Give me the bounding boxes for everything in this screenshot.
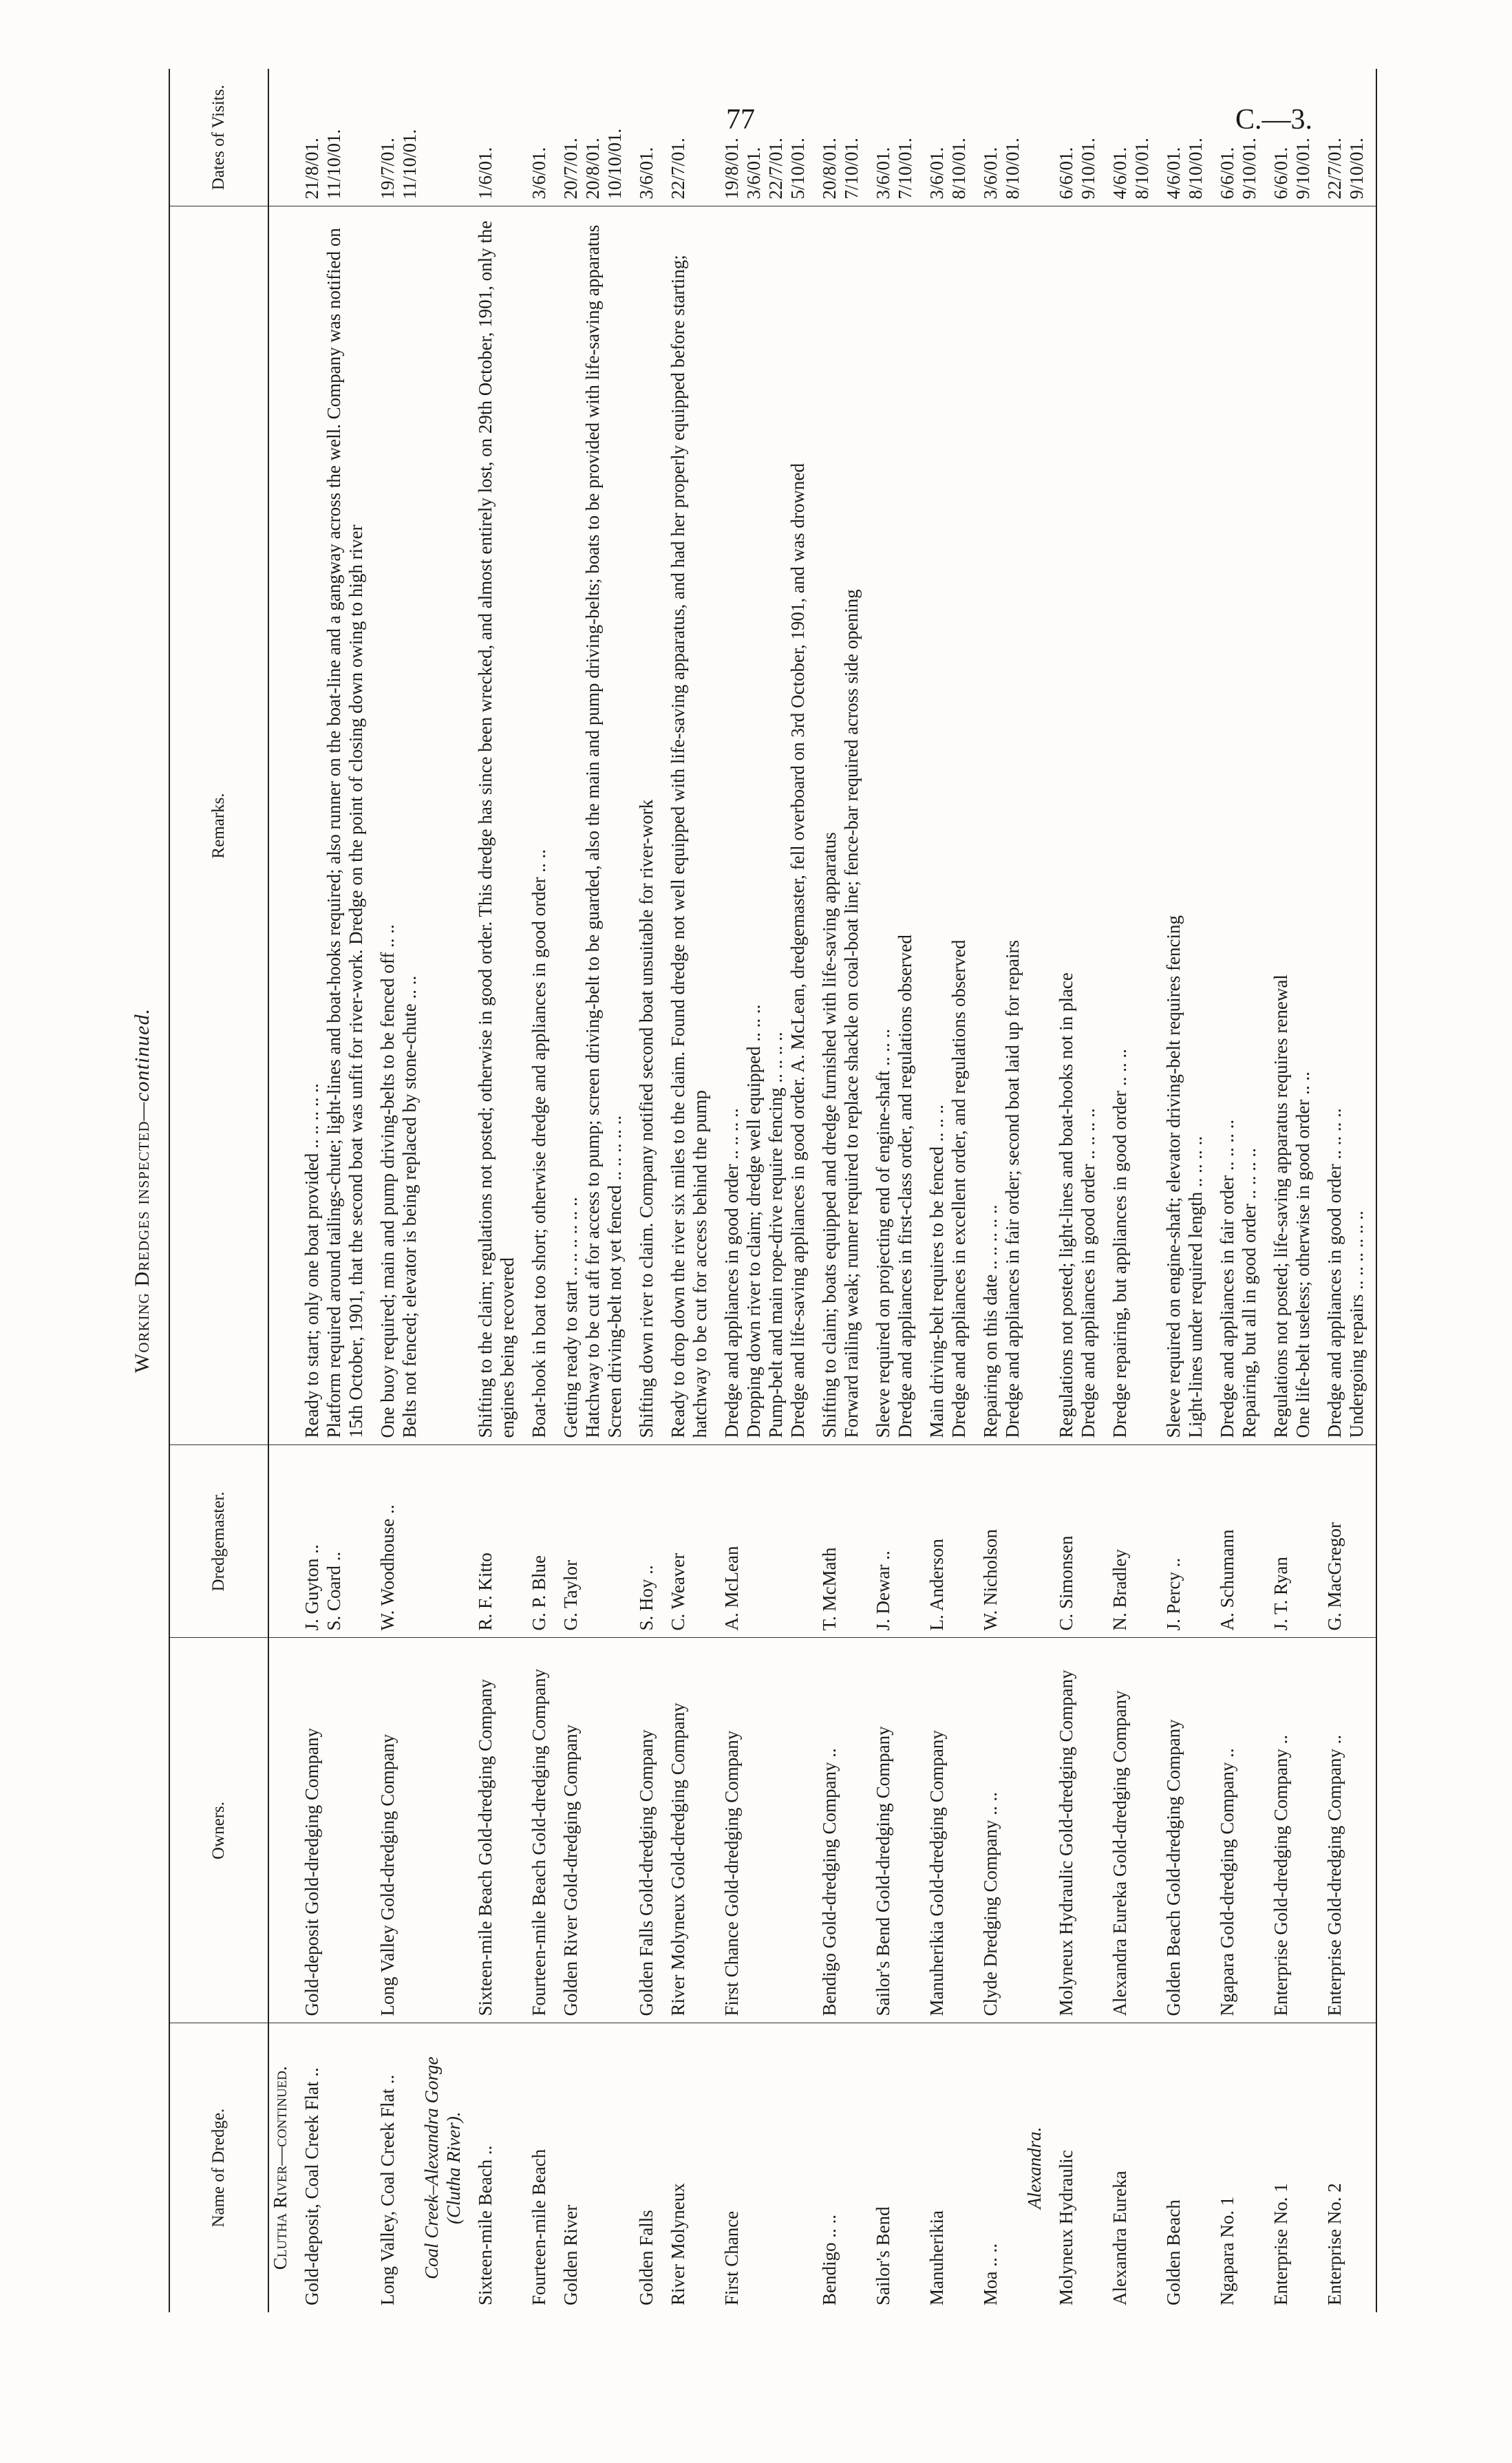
remark-entry: Repairing on this date .. .. .. .. .. <box>980 1204 1001 1438</box>
section-empty-owners <box>1023 1638 1045 2023</box>
visit-date: 8/10/01. <box>948 138 969 200</box>
remarks-cell <box>518 206 550 1445</box>
visit-date: 11/10/01. <box>399 129 420 200</box>
remark-entry: Ready to start; only one boat provided .. .. .. .. .. <box>301 1083 322 1438</box>
dredgemaster-cell <box>1153 1445 1206 1638</box>
dredgemaster-cell <box>367 1445 420 1638</box>
dredgemaster-cell <box>518 1445 550 1638</box>
table-row <box>518 69 550 2312</box>
dredgemaster-cell <box>711 1445 809 1638</box>
owner-name: Bendigo Gold-dredging Company .. <box>809 1638 862 2023</box>
dredge-name: Fourteen-mile Beach <box>529 2149 549 2305</box>
remarks-cell <box>1099 206 1153 1445</box>
table-row <box>862 69 916 2312</box>
dredgemaster-name: R. F. Kitto <box>475 1553 496 1631</box>
section-empty-dates <box>268 69 291 206</box>
remarks-cell <box>291 206 367 1445</box>
remark-entry: Dredge and appliances in first-class order, and regulations observed <box>895 935 915 1438</box>
section-heading: Alexandra. <box>1024 2126 1045 2209</box>
visit-date: 1/6/01. <box>475 147 496 200</box>
visit-dates-cell <box>1099 69 1153 206</box>
dredge-name: Molyneux Hydraulic <box>1056 2150 1076 2305</box>
visit-date: 9/10/01. <box>1078 138 1098 200</box>
remark-entry: Hatchway to be cut aft for access to pump; screen driving-belt to be guarded, also the main and pump driving-belts; boats to be provided with life-saving apparatus <box>582 224 603 1438</box>
dredgemaster-cell <box>1260 1445 1314 1638</box>
dredgemaster-name: J. Dewar .. <box>873 1550 893 1631</box>
table-row <box>1045 69 1099 2312</box>
header-name: Name of Dredge. <box>169 2023 268 2312</box>
owner-name: Fourteen-mile Beach Gold-dredging Company <box>518 1638 550 2023</box>
dredgemaster-cell <box>809 1445 862 1638</box>
visit-date: 10/10/01. <box>604 128 625 200</box>
remark-entry: Dredge and appliances in fair order .. .. .. .. <box>1217 1119 1237 1438</box>
dredgemaster-name: A. Schumann <box>1217 1529 1237 1631</box>
header-owners: Owners. <box>169 1638 268 2023</box>
remark-entry: Dredge and appliances in excellent order, and regulations observed <box>948 939 969 1438</box>
dredgemaster-cell <box>1045 1445 1099 1638</box>
table-row <box>1206 69 1260 2312</box>
section-empty-dates <box>420 69 465 206</box>
visit-dates-cell <box>711 69 809 206</box>
visit-dates-cell <box>809 69 862 206</box>
table-row <box>367 69 420 2312</box>
remark-entry: Sleeve required on projecting end of engine-shaft .. .. .. <box>873 1028 893 1438</box>
remark-entry: Forward railing weak; runner required to replace shackle on coal-boat line; fence-bar required across side opening <box>841 589 862 1438</box>
owner-name: Sailor's Bend Gold-dredging Company <box>862 1638 916 2023</box>
owner-name: Long Valley Gold-dredging Company <box>367 1638 420 2023</box>
remarks-cell <box>626 206 657 1445</box>
visit-date: 4/6/01. <box>1163 147 1184 200</box>
remark-entry: Light-lines under required length .. .. .. .. <box>1185 1135 1206 1438</box>
visit-dates-cell <box>657 69 711 206</box>
dredgemaster-name: G. Taylor <box>560 1559 581 1631</box>
owner-name: Molyneux Hydraulic Gold-dredging Company <box>1045 1638 1099 2023</box>
owner-name: Manuherikia Gold-dredging Company <box>916 1638 970 2023</box>
visit-dates-cell <box>1314 69 1376 206</box>
remark-entry: Shifting to the claim; regulations not posted; otherwise in good order. This dredge has since been wrecked, and almost entirely lost, on 29th October, 1901, only the engines being recovered <box>475 220 518 1438</box>
dredgemaster-cell <box>1314 1445 1376 1638</box>
rotated-table-sheet <box>131 69 1367 2312</box>
table-row <box>465 69 518 2312</box>
section-heading: Clutha River—continued. <box>270 2066 290 2270</box>
dredgemaster-name: A. McLean <box>721 1546 742 1631</box>
remark-entry: Dredge and appliances in good order .. .. .. .. <box>1078 1108 1098 1438</box>
dredge-name: Enterprise No. 1 <box>1270 2183 1291 2305</box>
owner-name: Golden River Gold-dredging Company <box>550 1638 626 2023</box>
table-row <box>550 69 626 2312</box>
dredge-name: Golden Beach <box>1163 2199 1184 2305</box>
owner-name: Clyde Dredging Company .. .. <box>970 1638 1023 2023</box>
remarks-cell <box>862 206 916 1445</box>
visit-date: 9/10/01. <box>1292 138 1313 200</box>
remarks-cell <box>367 206 420 1445</box>
remarks-cell <box>1260 206 1314 1445</box>
owner-name: Ngapara Gold-dredging Company .. <box>1206 1638 1260 2023</box>
dredgemaster-name: G. MacGregor <box>1324 1522 1345 1631</box>
visit-date: 7/10/01. <box>841 138 862 200</box>
remark-entry: Shifting down river to claim. Company notified second boat unsuitable for river-work <box>636 799 657 1438</box>
visit-dates-cell <box>970 69 1023 206</box>
dredgemaster-name: L. Anderson <box>926 1539 947 1631</box>
visit-date: 19/7/01. <box>377 138 398 200</box>
dredgemaster-cell <box>862 1445 916 1638</box>
dredgemaster-cell <box>916 1445 970 1638</box>
visit-dates-cell <box>1153 69 1206 206</box>
dredge-name: Bendigo .. .. <box>819 2215 840 2305</box>
table-header-row <box>169 69 268 2312</box>
visit-date: 3/6/01. <box>980 147 1001 200</box>
dredgemaster-name: S. Coard .. <box>323 1551 344 1631</box>
remark-entry: Dredge and life-saving appliances in good order. A. McLean, dredgemaster, fell overboard on 3rd October, 1901, and was drowned <box>787 463 808 1438</box>
dredge-name: Sailor's Bend <box>873 2206 893 2305</box>
remark-entry: Dredge repairing, but appliances in good order .. .. .. <box>1109 1049 1130 1438</box>
dredge-name: Manuherikia <box>926 2210 947 2305</box>
visit-date: 4/6/01. <box>1109 147 1130 200</box>
dredge-name: Golden Falls <box>636 2210 657 2305</box>
remark-entry: Platform required around tailings-chute; light-lines and boat-hooks required; also runner on the boat-line and a gangway across the well. Company was notified on 15th October, 1901, that the second boat was unfit for river-work. Dredge on the point of closing down owing to high river <box>323 228 366 1438</box>
remark-entry: Dredge and appliances in good order .. .. .. .. <box>721 1108 742 1438</box>
owner-name: Golden Beach Gold-dredging Company <box>1153 1638 1206 2023</box>
visit-date: 11/10/01. <box>323 129 344 200</box>
section-empty-dredgemaster <box>1023 1445 1045 1638</box>
visit-date: 3/6/01. <box>636 147 657 200</box>
visit-date: 9/10/01. <box>1239 138 1259 200</box>
dredgemaster-name: J. T. Ryan <box>1270 1557 1291 1631</box>
dredgemaster-name: S. Hoy .. <box>636 1565 657 1631</box>
section-empty-remarks <box>420 206 465 1445</box>
visit-dates-cell <box>291 69 367 206</box>
section-heading-row <box>420 69 465 2312</box>
dredgemaster-name: N. Bradley <box>1109 1549 1130 1631</box>
remarks-cell <box>970 206 1023 1445</box>
remark-entry: Screen driving-belt not yet fenced .. .. .. .. .. <box>604 1115 625 1438</box>
dredgemaster-name: C. Weaver <box>668 1553 688 1631</box>
table-row <box>1099 69 1153 2312</box>
dredgemaster-cell <box>550 1445 626 1638</box>
table-row <box>970 69 1023 2312</box>
dredges-table <box>169 69 1377 2312</box>
table-row <box>1314 69 1376 2312</box>
visit-date: 19/8/01. <box>721 138 742 200</box>
table-title <box>131 69 154 2312</box>
dredgemaster-name: J. Percy .. <box>1163 1557 1184 1631</box>
table-body <box>268 69 1376 2312</box>
remarks-cell <box>809 206 862 1445</box>
remark-entry: Pump-belt and main rope-drive require fencing .. .. .. .. <box>765 1032 786 1438</box>
visit-date: 20/8/01. <box>582 138 603 200</box>
owner-name: Gold-deposit Gold-dredging Company <box>291 1638 367 2023</box>
section-empty-remarks <box>1023 206 1045 1445</box>
dredge-name: River Molyneux <box>668 2183 688 2305</box>
dredge-name: Golden River <box>560 2204 581 2305</box>
page-number: 77 <box>726 104 755 136</box>
remark-entry: Boat-hook in boat too short; otherwise dredge and appliances in good order .. .. <box>529 849 549 1438</box>
dredgemaster-name: G. P. Blue <box>529 1555 549 1631</box>
dredgemaster-name: W. Woodhouse .. <box>377 1504 398 1631</box>
remarks-cell <box>916 206 970 1445</box>
visit-date: 5/10/01. <box>787 138 808 200</box>
owner-name: Alexandra Eureka Gold-dredging Company <box>1099 1638 1153 2023</box>
table-row <box>1260 69 1314 2312</box>
owner-name: Sixteen-mile Beach Gold-dredging Company <box>465 1638 518 2023</box>
header-dredgemaster: Dredgemaster. <box>169 1445 268 1638</box>
dredgemaster-cell <box>291 1445 367 1638</box>
remarks-cell <box>1045 206 1099 1445</box>
remarks-cell <box>550 206 626 1445</box>
remarks-cell <box>1153 206 1206 1445</box>
dredge-name: Alexandra Eureka <box>1109 2171 1130 2305</box>
owner-name: Enterprise Gold-dredging Company .. <box>1260 1638 1314 2023</box>
visit-date: 21/8/01. <box>301 138 322 200</box>
dredgemaster-cell <box>657 1445 711 1638</box>
dredgemaster-cell <box>1099 1445 1153 1638</box>
remark-entry: Undergoing repairs .. .. .. .. .. .. <box>1346 1211 1367 1438</box>
table-row <box>1153 69 1206 2312</box>
remark-entry: Ready to drop down the river six miles to the claim. Found dredge not well equipped with life-saving apparatus, and had her properly equipped before starting; hatchway to be cut for access behind the pump <box>668 255 710 1438</box>
header-dates: Dates of Visits. <box>169 69 268 206</box>
owner-name: Golden Falls Gold-dredging Company <box>626 1638 657 2023</box>
remark-entry: Dredge and appliances in fair order; second boat laid up for repairs <box>1002 940 1023 1438</box>
visit-dates-cell <box>518 69 550 206</box>
section-empty-dates <box>1023 69 1045 206</box>
remarks-cell <box>1314 206 1376 1445</box>
dredgemaster-cell <box>970 1445 1023 1638</box>
dredgemaster-cell <box>626 1445 657 1638</box>
visit-date: 8/10/01. <box>1185 138 1206 200</box>
remark-entry: Shifting to claim; boats equipped and dredge furnished with life-saving apparatus <box>819 832 840 1438</box>
visit-dates-cell <box>550 69 626 206</box>
visit-dates-cell <box>626 69 657 206</box>
section-empty-dredgemaster <box>420 1445 465 1638</box>
visit-date: 22/7/01. <box>1324 138 1345 200</box>
section-empty-remarks <box>268 206 291 1445</box>
dredge-name: Enterprise No. 2 <box>1314 2023 1376 2312</box>
visit-date: 7/10/01. <box>895 138 915 200</box>
dredge-name: Ngapara No. 1 <box>1217 2196 1237 2305</box>
visit-date: 3/6/01. <box>743 147 764 200</box>
owner-name: First Chance Gold-dredging Company <box>711 1638 809 2023</box>
visit-dates-cell <box>1206 69 1260 206</box>
visit-date: 6/6/01. <box>1270 147 1291 200</box>
remark-entry: One life-belt useless; otherwise in good order .. .. <box>1292 1071 1313 1438</box>
remark-entry: Dropping down river to claim; dredge well equipped .. .. .. <box>743 1004 764 1438</box>
visit-dates-cell <box>1045 69 1099 206</box>
table-row <box>916 69 970 2312</box>
table-row <box>711 69 809 2312</box>
owner-name: River Molyneux Gold-dredging Company <box>657 1638 711 2023</box>
visit-date: 6/6/01. <box>1056 147 1076 200</box>
visit-date: 3/6/01. <box>926 147 947 200</box>
remark-entry: Dredge and appliances in good order .. .. .. .. <box>1324 1108 1345 1438</box>
visit-date: 8/10/01. <box>1131 138 1152 200</box>
visit-dates-cell <box>367 69 420 206</box>
section-empty-owners <box>420 1638 465 2023</box>
table-title-suffix: —continued. <box>131 1008 153 1121</box>
header-remarks: Remarks. <box>169 206 268 1445</box>
section-heading-row <box>268 69 291 2312</box>
remark-entry: One buoy required; main and pump driving-belts to be fenced off .. .. <box>377 924 398 1438</box>
remark-entry: Belts not fenced; elevator is being replaced by stone-chute .. .. <box>399 975 420 1438</box>
remark-entry: Regulations not posted; light-lines and boat-hooks not in place <box>1056 972 1076 1438</box>
visit-date: 22/7/01. <box>668 138 688 200</box>
remark-entry: Main driving-belt requires to be fenced .. .. .. <box>926 1105 947 1438</box>
remarks-cell <box>711 206 809 1445</box>
section-heading: Coal Creek–Alexandra Gorge (Clutha River). <box>421 2056 464 2279</box>
visit-dates-cell <box>1260 69 1314 206</box>
table-title-text: Working Dredges inspected <box>131 1120 153 1373</box>
remark-entry: Regulations not posted; life-saving apparatus requires renewal <box>1270 974 1291 1438</box>
dredge-name: Moa .. .. <box>980 2243 1001 2305</box>
table-row <box>626 69 657 2312</box>
visit-dates-cell <box>862 69 916 206</box>
owner-name: Enterprise Gold-dredging Company .. <box>1314 1638 1376 2023</box>
section-empty-dredgemaster <box>268 1445 291 1638</box>
table-row <box>291 69 367 2312</box>
dredge-name: Long Valley, Coal Creek Flat .. <box>377 2074 398 2305</box>
visit-date: 20/7/01. <box>560 138 581 200</box>
dredgemaster-name: C. Simonsen <box>1056 1535 1076 1631</box>
remark-entry: Getting ready to start .. .. .. .. .. .. <box>560 1197 581 1438</box>
visit-date: 3/6/01. <box>873 147 893 200</box>
dredgemaster-name: T. McMath <box>819 1547 840 1631</box>
remark-entry: Sleeve required on engine-shaft; elevator driving-belt requires fencing <box>1163 915 1184 1438</box>
series-code: C.—3. <box>1235 104 1313 136</box>
visit-date: 8/10/01. <box>1002 138 1023 200</box>
remark-entry: Repairing, but all in good order .. .. .. .. <box>1239 1148 1259 1438</box>
visit-date: 6/6/01. <box>1217 147 1237 200</box>
visit-date: 3/6/01. <box>529 147 549 200</box>
dredgemaster-cell <box>1206 1445 1260 1638</box>
visit-date: 22/7/01. <box>765 138 786 200</box>
table-row <box>657 69 711 2312</box>
section-empty-owners <box>268 1638 291 2023</box>
dredgemaster-cell <box>465 1445 518 1638</box>
remarks-cell <box>1206 206 1260 1445</box>
dredge-name: Gold-deposit, Coal Creek Flat .. <box>301 2067 322 2305</box>
table-row <box>809 69 862 2312</box>
visit-date: 20/8/01. <box>819 138 840 200</box>
section-heading-row <box>1023 69 1045 2312</box>
remarks-cell <box>657 206 711 1445</box>
dredge-name: Sixteen-mile Beach .. <box>475 2145 496 2305</box>
dredgemaster-name: W. Nicholson <box>980 1529 1001 1631</box>
dredgemaster-name: J. Guyton .. <box>301 1544 322 1631</box>
dredge-name: First Chance <box>721 2210 742 2305</box>
visit-dates-cell <box>465 69 518 206</box>
visit-dates-cell <box>916 69 970 206</box>
remarks-cell <box>465 206 518 1445</box>
visit-date: 9/10/01. <box>1346 138 1367 200</box>
